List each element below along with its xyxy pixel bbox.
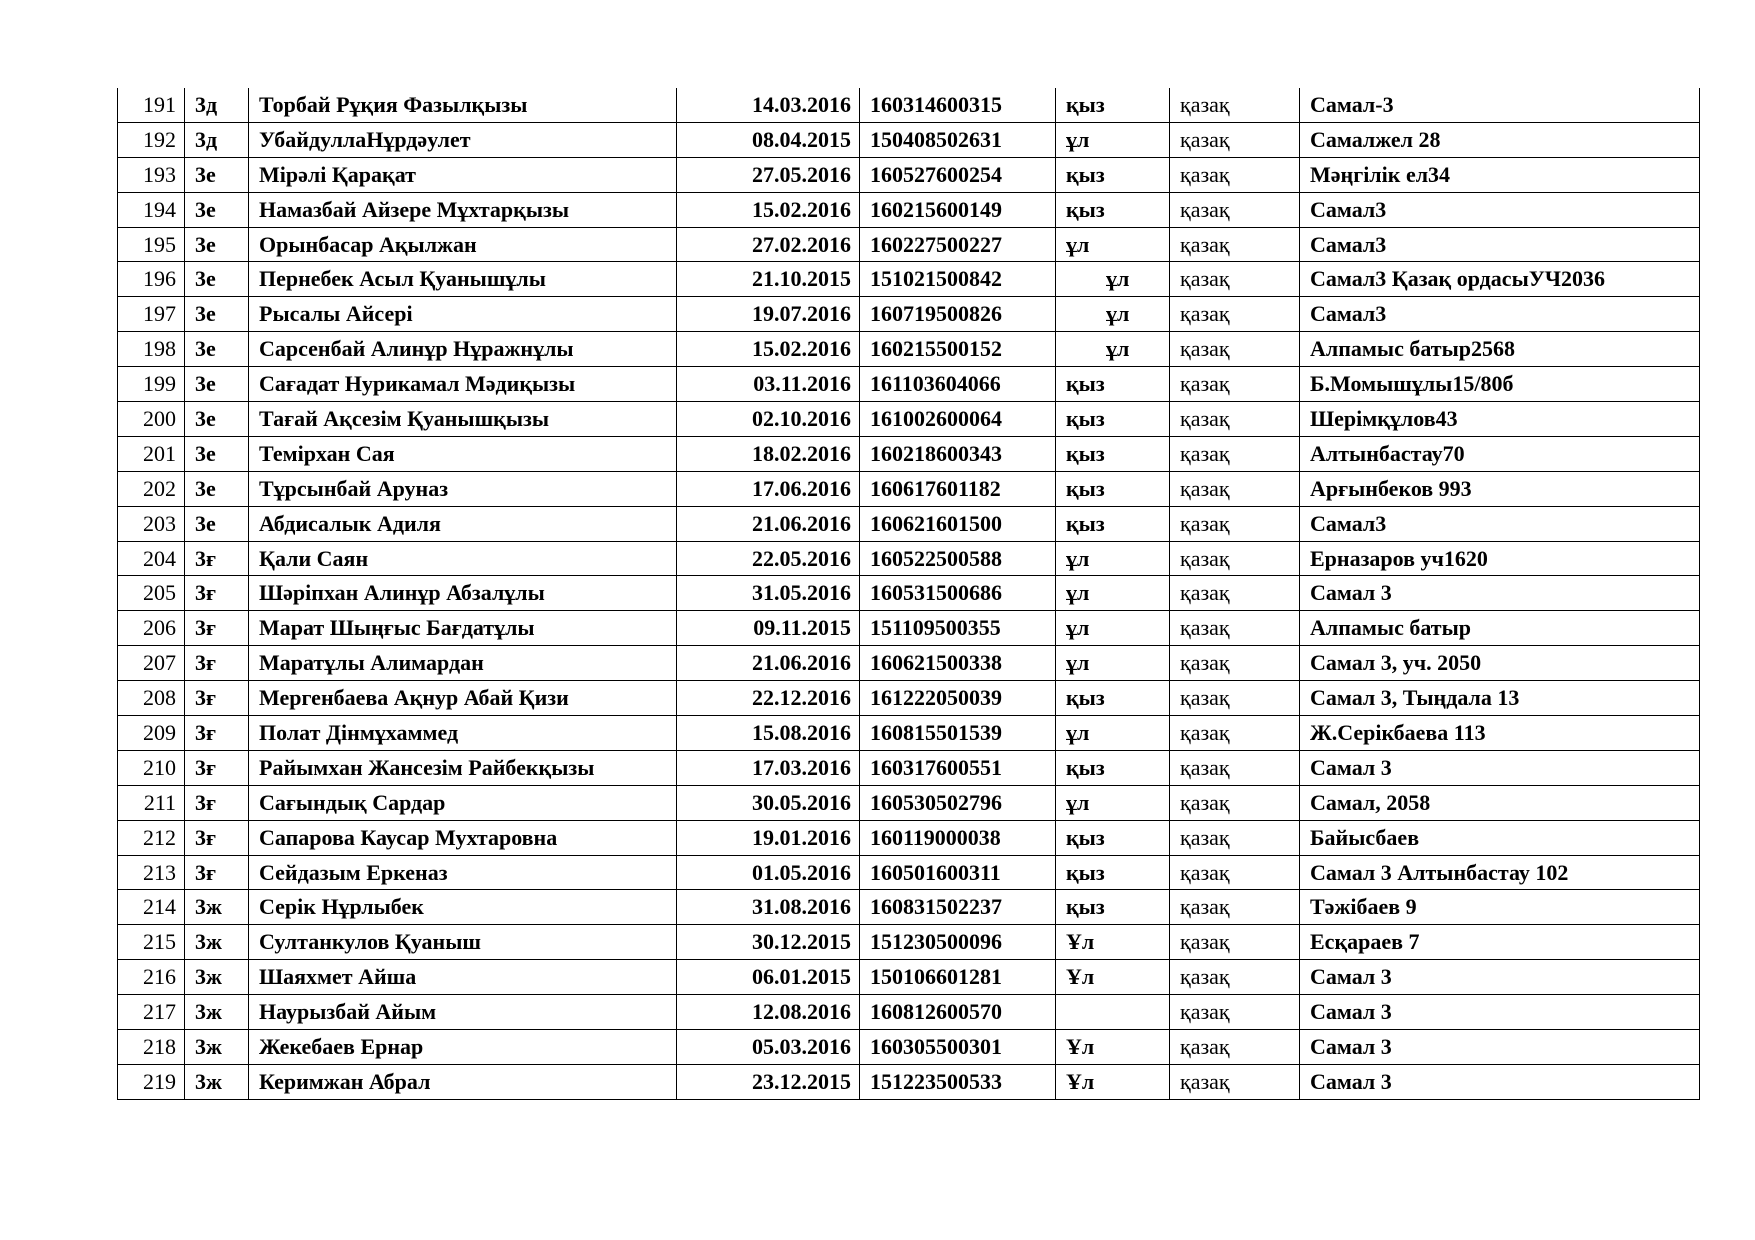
address-cell: Самал 3 Алтынбастау 102 <box>1300 855 1700 890</box>
student-name: Шәріпхан Алинұр Абзалұлы <box>249 576 677 611</box>
table-row <box>118 402 1700 437</box>
student-name: Тұрсынбай Аруназ <box>249 471 677 506</box>
address-cell: Самалжел 28 <box>1300 122 1700 157</box>
table-row <box>118 646 1700 681</box>
nationality-cell: қазақ <box>1170 646 1300 681</box>
gender-cell: қыз <box>1056 855 1170 890</box>
birth-date: 19.01.2016 <box>677 820 860 855</box>
gender-cell: Ұл <box>1056 925 1170 960</box>
nationality-cell: қазақ <box>1170 227 1300 262</box>
iin-cell: 160530502796 <box>860 785 1056 820</box>
iin-cell: 151021500842 <box>860 262 1056 297</box>
student-name: Керимжан Абрал <box>249 1064 677 1099</box>
class-cell: 3е <box>185 332 249 367</box>
student-name: Сарсенбай Алинұр Нұражнұлы <box>249 332 677 367</box>
birth-date: 31.05.2016 <box>677 576 860 611</box>
student-name: Марат Шыңғыс Бағдатұлы <box>249 611 677 646</box>
student-name: Рысалы Айсері <box>249 297 677 332</box>
class-cell: 3д <box>185 88 249 122</box>
row-number: 208 <box>118 681 185 716</box>
gender-cell: қыз <box>1056 436 1170 471</box>
address-cell: Есқараев 7 <box>1300 925 1700 960</box>
row-number: 216 <box>118 960 185 995</box>
table-row <box>118 506 1700 541</box>
row-number: 200 <box>118 402 185 437</box>
student-name: Темірхан Сая <box>249 436 677 471</box>
student-name: Қали Саян <box>249 541 677 576</box>
iin-cell: 160831502237 <box>860 890 1056 925</box>
birth-date: 18.02.2016 <box>677 436 860 471</box>
birth-date: 03.11.2016 <box>677 367 860 402</box>
address-cell: Алтынбастау70 <box>1300 436 1700 471</box>
row-number: 209 <box>118 716 185 751</box>
gender-cell: ұл <box>1056 716 1170 751</box>
gender-cell: ұл <box>1056 332 1170 367</box>
row-number: 195 <box>118 227 185 262</box>
address-cell: Тәжібаев 9 <box>1300 890 1700 925</box>
row-number: 204 <box>118 541 185 576</box>
iin-cell: 160617601182 <box>860 471 1056 506</box>
gender-cell: ұл <box>1056 611 1170 646</box>
class-cell: 3е <box>185 436 249 471</box>
table-row <box>118 820 1700 855</box>
gender-cell: қыз <box>1056 890 1170 925</box>
birth-date: 12.08.2016 <box>677 995 860 1030</box>
address-cell: Самал 3, Тыңдала 13 <box>1300 681 1700 716</box>
student-name: Маратұлы Алимардан <box>249 646 677 681</box>
address-cell: Ж.Серікбаева 113 <box>1300 716 1700 751</box>
table-row <box>118 1030 1700 1065</box>
class-cell: 3е <box>185 262 249 297</box>
table-row <box>118 925 1700 960</box>
class-cell: 3ғ <box>185 750 249 785</box>
class-cell: 3е <box>185 471 249 506</box>
student-name: Сағындық Сардар <box>249 785 677 820</box>
class-cell: 3е <box>185 297 249 332</box>
student-name: Серік Нұрлыбек <box>249 890 677 925</box>
table-row <box>118 297 1700 332</box>
nationality-cell: қазақ <box>1170 1064 1300 1099</box>
gender-cell: қыз <box>1056 192 1170 227</box>
nationality-cell: қазақ <box>1170 402 1300 437</box>
row-number: 207 <box>118 646 185 681</box>
address-cell: Ерназаров уч1620 <box>1300 541 1700 576</box>
gender-cell: қыз <box>1056 750 1170 785</box>
gender-cell: қыз <box>1056 820 1170 855</box>
row-number: 196 <box>118 262 185 297</box>
birth-date: 19.07.2016 <box>677 297 860 332</box>
iin-cell: 160531500686 <box>860 576 1056 611</box>
iin-cell: 160815501539 <box>860 716 1056 751</box>
gender-cell: ұл <box>1056 227 1170 262</box>
class-cell: 3е <box>185 367 249 402</box>
iin-cell: 160812600570 <box>860 995 1056 1030</box>
gender-cell: қыз <box>1056 402 1170 437</box>
table-row <box>118 960 1700 995</box>
row-number: 214 <box>118 890 185 925</box>
birth-date: 27.05.2016 <box>677 157 860 192</box>
student-table <box>117 88 1700 1100</box>
student-name: Сапарова Каусар Мухтаровна <box>249 820 677 855</box>
student-name: Намазбай Айзере Мұхтарқызы <box>249 192 677 227</box>
address-cell: Самал, 2058 <box>1300 785 1700 820</box>
address-cell: Самал3 Қазақ ордасыУЧ2036 <box>1300 262 1700 297</box>
nationality-cell: қазақ <box>1170 995 1300 1030</box>
gender-cell: қыз <box>1056 157 1170 192</box>
birth-date: 23.12.2015 <box>677 1064 860 1099</box>
class-cell: 3д <box>185 122 249 157</box>
iin-cell: 161002600064 <box>860 402 1056 437</box>
student-name: Жекебаев Ернар <box>249 1030 677 1065</box>
iin-cell: 160621601500 <box>860 506 1056 541</box>
class-cell: 3ғ <box>185 646 249 681</box>
table-row <box>118 367 1700 402</box>
birth-date: 08.04.2015 <box>677 122 860 157</box>
row-number: 213 <box>118 855 185 890</box>
birth-date: 30.12.2015 <box>677 925 860 960</box>
address-cell: Самал 3 <box>1300 1030 1700 1065</box>
nationality-cell: қазақ <box>1170 541 1300 576</box>
nationality-cell: қазақ <box>1170 960 1300 995</box>
class-cell: 3ғ <box>185 611 249 646</box>
birth-date: 15.02.2016 <box>677 192 860 227</box>
table-row <box>118 436 1700 471</box>
table-row <box>118 750 1700 785</box>
gender-cell: қыз <box>1056 681 1170 716</box>
iin-cell: 160119000038 <box>860 820 1056 855</box>
gender-cell: ұл <box>1056 785 1170 820</box>
iin-cell: 160215500152 <box>860 332 1056 367</box>
table-row <box>118 1064 1700 1099</box>
student-name: Тағай Ақсезім Қуанышқызы <box>249 402 677 437</box>
address-cell: Самал 3 <box>1300 960 1700 995</box>
row-number: 218 <box>118 1030 185 1065</box>
class-cell: 3ж <box>185 960 249 995</box>
table-row <box>118 88 1700 122</box>
nationality-cell: қазақ <box>1170 122 1300 157</box>
student-name: Мірәлі Қарақат <box>249 157 677 192</box>
student-name: Райымхан Жансезім Райбекқызы <box>249 750 677 785</box>
table-body <box>118 88 1700 1099</box>
address-cell: Б.Момышұлы15/80б <box>1300 367 1700 402</box>
address-cell: Самал3 <box>1300 227 1700 262</box>
birth-date: 31.08.2016 <box>677 890 860 925</box>
birth-date: 09.11.2015 <box>677 611 860 646</box>
student-name: Сейдазым Еркеназ <box>249 855 677 890</box>
row-number: 215 <box>118 925 185 960</box>
row-number: 210 <box>118 750 185 785</box>
nationality-cell: қазақ <box>1170 855 1300 890</box>
nationality-cell: қазақ <box>1170 820 1300 855</box>
iin-cell: 150408502631 <box>860 122 1056 157</box>
table-row <box>118 332 1700 367</box>
gender-cell: ұл <box>1056 576 1170 611</box>
nationality-cell: қазақ <box>1170 436 1300 471</box>
row-number: 219 <box>118 1064 185 1099</box>
gender-cell: қыз <box>1056 367 1170 402</box>
iin-cell: 160501600311 <box>860 855 1056 890</box>
address-cell: Шерімқұлов43 <box>1300 402 1700 437</box>
nationality-cell: қазақ <box>1170 192 1300 227</box>
student-name: Абдисалык Адиля <box>249 506 677 541</box>
student-name: Мергенбаева Ақнур Абай Қизи <box>249 681 677 716</box>
nationality-cell: қазақ <box>1170 367 1300 402</box>
class-cell: 3е <box>185 506 249 541</box>
birth-date: 17.06.2016 <box>677 471 860 506</box>
student-name: Орынбасар Ақылжан <box>249 227 677 262</box>
table-row <box>118 157 1700 192</box>
gender-cell: Ұл <box>1056 960 1170 995</box>
address-cell: Байысбаев <box>1300 820 1700 855</box>
row-number: 193 <box>118 157 185 192</box>
iin-cell: 160317600551 <box>860 750 1056 785</box>
birth-date: 14.03.2016 <box>677 88 860 122</box>
iin-cell: 160621500338 <box>860 646 1056 681</box>
nationality-cell: қазақ <box>1170 262 1300 297</box>
table-row <box>118 995 1700 1030</box>
gender-cell: ұл <box>1056 297 1170 332</box>
address-cell: Самал 3 <box>1300 576 1700 611</box>
class-cell: 3ж <box>185 995 249 1030</box>
iin-cell: 161222050039 <box>860 681 1056 716</box>
class-cell: 3ж <box>185 890 249 925</box>
birth-date: 21.06.2016 <box>677 506 860 541</box>
gender-cell: ұл <box>1056 646 1170 681</box>
row-number: 206 <box>118 611 185 646</box>
address-cell: Алпамыс батыр2568 <box>1300 332 1700 367</box>
birth-date: 17.03.2016 <box>677 750 860 785</box>
table-row <box>118 855 1700 890</box>
birth-date: 22.12.2016 <box>677 681 860 716</box>
birth-date: 06.01.2015 <box>677 960 860 995</box>
gender-cell: ұл <box>1056 122 1170 157</box>
class-cell: 3ғ <box>185 785 249 820</box>
nationality-cell: қазақ <box>1170 506 1300 541</box>
row-number: 198 <box>118 332 185 367</box>
class-cell: 3е <box>185 157 249 192</box>
class-cell: 3ғ <box>185 576 249 611</box>
birth-date: 21.06.2016 <box>677 646 860 681</box>
nationality-cell: қазақ <box>1170 611 1300 646</box>
row-number: 197 <box>118 297 185 332</box>
address-cell: Самал-3 <box>1300 88 1700 122</box>
gender-cell <box>1056 995 1170 1030</box>
nationality-cell: қазақ <box>1170 157 1300 192</box>
birth-date: 27.02.2016 <box>677 227 860 262</box>
row-number: 194 <box>118 192 185 227</box>
address-cell: Арғынбеков 993 <box>1300 471 1700 506</box>
nationality-cell: қазақ <box>1170 332 1300 367</box>
row-number: 201 <box>118 436 185 471</box>
student-name: Султанкулов Қуаныш <box>249 925 677 960</box>
address-cell: Самал3 <box>1300 192 1700 227</box>
nationality-cell: қазақ <box>1170 471 1300 506</box>
student-name: Наурызбай Айым <box>249 995 677 1030</box>
birth-date: 01.05.2016 <box>677 855 860 890</box>
table-row <box>118 576 1700 611</box>
address-cell: Самал 3 <box>1300 995 1700 1030</box>
nationality-cell: қазақ <box>1170 576 1300 611</box>
nationality-cell: қазақ <box>1170 681 1300 716</box>
table-row <box>118 471 1700 506</box>
gender-cell: ұл <box>1056 262 1170 297</box>
gender-cell: қыз <box>1056 506 1170 541</box>
class-cell: 3ғ <box>185 820 249 855</box>
iin-cell: 160305500301 <box>860 1030 1056 1065</box>
class-cell: 3ғ <box>185 716 249 751</box>
class-cell: 3ж <box>185 1030 249 1065</box>
table-row <box>118 716 1700 751</box>
address-cell: Самал 3, уч. 2050 <box>1300 646 1700 681</box>
address-cell: Самал3 <box>1300 506 1700 541</box>
birth-date: 05.03.2016 <box>677 1030 860 1065</box>
gender-cell: қыз <box>1056 471 1170 506</box>
table-row <box>118 122 1700 157</box>
nationality-cell: қазақ <box>1170 716 1300 751</box>
class-cell: 3ж <box>185 1064 249 1099</box>
iin-cell: 160218600343 <box>860 436 1056 471</box>
iin-cell: 151230500096 <box>860 925 1056 960</box>
row-number: 192 <box>118 122 185 157</box>
nationality-cell: қазақ <box>1170 785 1300 820</box>
address-cell: Мәңгілік ел34 <box>1300 157 1700 192</box>
iin-cell: 160522500588 <box>860 541 1056 576</box>
table-row <box>118 227 1700 262</box>
class-cell: 3е <box>185 192 249 227</box>
row-number: 199 <box>118 367 185 402</box>
table-row <box>118 541 1700 576</box>
student-name: Сағадат Нурикамал Мәдиқызы <box>249 367 677 402</box>
table-row <box>118 785 1700 820</box>
row-number: 217 <box>118 995 185 1030</box>
address-cell: Самал3 <box>1300 297 1700 332</box>
address-cell: Алпамыс батыр <box>1300 611 1700 646</box>
table-row <box>118 890 1700 925</box>
class-cell: 3ғ <box>185 855 249 890</box>
row-number: 202 <box>118 471 185 506</box>
iin-cell: 160527600254 <box>860 157 1056 192</box>
iin-cell: 160227500227 <box>860 227 1056 262</box>
student-name: УбайдуллаНұрдәулет <box>249 122 677 157</box>
address-cell: Самал 3 <box>1300 750 1700 785</box>
birth-date: 30.05.2016 <box>677 785 860 820</box>
nationality-cell: қазақ <box>1170 1030 1300 1065</box>
class-cell: 3ғ <box>185 681 249 716</box>
class-cell: 3ж <box>185 925 249 960</box>
address-cell: Самал 3 <box>1300 1064 1700 1099</box>
student-name: Пернебек Асыл Қуанышұлы <box>249 262 677 297</box>
table-row <box>118 611 1700 646</box>
iin-cell: 151109500355 <box>860 611 1056 646</box>
student-name: Полат Дінмұхаммед <box>249 716 677 751</box>
table-row <box>118 192 1700 227</box>
student-name: Шаяхмет Айша <box>249 960 677 995</box>
class-cell: 3ғ <box>185 541 249 576</box>
birth-date: 15.02.2016 <box>677 332 860 367</box>
gender-cell: ұл <box>1056 541 1170 576</box>
row-number: 191 <box>118 88 185 122</box>
nationality-cell: қазақ <box>1170 297 1300 332</box>
row-number: 203 <box>118 506 185 541</box>
iin-cell: 160215600149 <box>860 192 1056 227</box>
birth-date: 02.10.2016 <box>677 402 860 437</box>
student-name: Торбай Рұқия Фазылқызы <box>249 88 677 122</box>
gender-cell: Ұл <box>1056 1030 1170 1065</box>
nationality-cell: қазақ <box>1170 88 1300 122</box>
birth-date: 21.10.2015 <box>677 262 860 297</box>
birth-date: 15.08.2016 <box>677 716 860 751</box>
iin-cell: 160719500826 <box>860 297 1056 332</box>
nationality-cell: қазақ <box>1170 925 1300 960</box>
gender-cell: Ұл <box>1056 1064 1170 1099</box>
row-number: 211 <box>118 785 185 820</box>
birth-date: 22.05.2016 <box>677 541 860 576</box>
row-number: 212 <box>118 820 185 855</box>
row-number: 205 <box>118 576 185 611</box>
iin-cell: 161103604066 <box>860 367 1056 402</box>
iin-cell: 151223500533 <box>860 1064 1056 1099</box>
gender-cell: қыз <box>1056 88 1170 122</box>
iin-cell: 160314600315 <box>860 88 1056 122</box>
table-row <box>118 262 1700 297</box>
nationality-cell: қазақ <box>1170 750 1300 785</box>
class-cell: 3е <box>185 402 249 437</box>
table-row <box>118 681 1700 716</box>
nationality-cell: қазақ <box>1170 890 1300 925</box>
class-cell: 3е <box>185 227 249 262</box>
iin-cell: 150106601281 <box>860 960 1056 995</box>
